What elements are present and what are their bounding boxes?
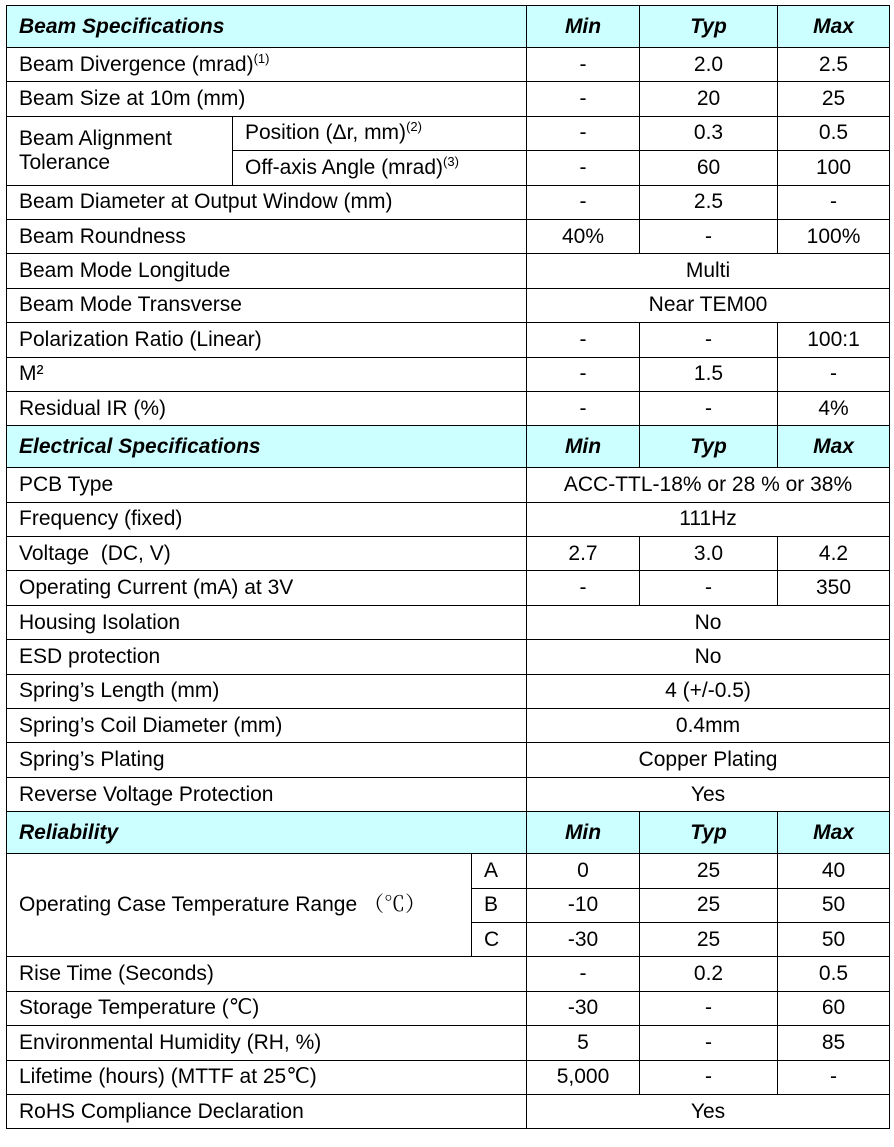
max-value: 0.5 — [778, 957, 890, 991]
row-label-text: Beam Divergence (mrad) — [19, 52, 254, 76]
min-value: 5 — [527, 1026, 640, 1060]
row-label — [7, 48, 527, 82]
min-value: 2.7 — [527, 537, 640, 571]
min-value: - — [527, 391, 640, 425]
typ-value: - — [640, 1060, 778, 1094]
merged-value: 111Hz — [527, 502, 890, 536]
table-row — [7, 288, 890, 322]
max-value: 60 — [778, 991, 890, 1025]
group-label: Beam Alignment Tolerance — [7, 116, 233, 185]
col-min-header: Min — [527, 6, 640, 48]
section-title: Electrical Specifications — [7, 426, 527, 468]
row-label: Beam Diameter at Output Window (mm) — [7, 185, 527, 219]
row-label: Voltage (DC, V) — [7, 537, 527, 571]
table-row — [7, 991, 890, 1025]
typ-value: 25 — [640, 922, 778, 956]
typ-value: - — [640, 391, 778, 425]
footnote-marker: (3) — [443, 153, 459, 169]
merged-value: ACC-TTL-18% or 28 % or 38% — [527, 468, 890, 502]
row-label-text: Off-axis Angle (mrad) — [245, 155, 444, 179]
typ-value: 20 — [640, 82, 778, 116]
typ-value: 2.0 — [640, 48, 778, 82]
table-row — [7, 219, 890, 253]
col-typ-header: Typ — [640, 426, 778, 468]
section-title: Reliability — [7, 812, 527, 854]
row-label: Spring’s Coil Diameter (mm) — [7, 709, 527, 743]
min-value: - — [527, 571, 640, 605]
typ-value: 0.3 — [640, 116, 778, 150]
min-value: - — [527, 323, 640, 357]
row-label: PCB Type — [7, 468, 527, 502]
min-value: 0 — [527, 854, 640, 888]
row-label: Environmental Humidity (RH, %) — [7, 1026, 527, 1060]
table-row — [7, 391, 890, 425]
col-typ-header: Typ — [640, 812, 778, 854]
table-row — [7, 743, 890, 777]
col-min-header: Min — [527, 812, 640, 854]
typ-value: 25 — [640, 854, 778, 888]
row-label: Beam Mode Transverse — [7, 288, 527, 322]
table-row — [7, 571, 890, 605]
max-value: 50 — [778, 888, 890, 922]
table-row — [7, 185, 890, 219]
table-row — [7, 709, 890, 743]
footnote-marker: (2) — [406, 119, 422, 135]
max-value: - — [778, 1060, 890, 1094]
max-value: 100:1 — [778, 323, 890, 357]
max-value: 4% — [778, 391, 890, 425]
merged-value: Yes — [527, 1094, 890, 1128]
col-max-header: Max — [778, 426, 890, 468]
row-label: Reverse Voltage Protection — [7, 777, 527, 811]
row-label: Beam Roundness — [7, 219, 527, 253]
max-value: 100 — [778, 151, 890, 185]
min-value: - — [527, 185, 640, 219]
max-value: 40 — [778, 854, 890, 888]
min-value: -30 — [527, 922, 640, 956]
min-value: - — [527, 48, 640, 82]
row-label-text: Position (Δr, mm) — [245, 121, 407, 145]
max-value: 100% — [778, 219, 890, 253]
row-label: Housing Isolation — [7, 605, 527, 639]
merged-value: No — [527, 640, 890, 674]
table-row — [7, 357, 890, 391]
row-label — [233, 151, 527, 185]
min-value: - — [527, 357, 640, 391]
row-label: Operating Current (mA) at 3V — [7, 571, 527, 605]
grade-label: C — [472, 922, 527, 956]
table-row — [7, 323, 890, 357]
typ-value: 25 — [640, 888, 778, 922]
grade-label: B — [472, 888, 527, 922]
section-title: Beam Specifications — [7, 6, 527, 48]
col-max-header: Max — [778, 6, 890, 48]
row-label: M² — [7, 357, 527, 391]
min-value: 5,000 — [527, 1060, 640, 1094]
row-label: Beam Size at 10m (mm) — [7, 82, 527, 116]
table-row — [7, 674, 890, 708]
row-label: Spring’s Plating — [7, 743, 527, 777]
section-header-beam — [7, 6, 890, 48]
min-value: - — [527, 116, 640, 150]
typ-value: 60 — [640, 151, 778, 185]
table-row — [7, 116, 890, 150]
table-row — [7, 605, 890, 639]
typ-value: 3.0 — [640, 537, 778, 571]
table-row — [7, 640, 890, 674]
table-row — [7, 1026, 890, 1060]
typ-value: - — [640, 219, 778, 253]
min-value: 40% — [527, 219, 640, 253]
row-label: Beam Mode Longitude — [7, 254, 527, 288]
row-label: Polarization Ratio (Linear) — [7, 323, 527, 357]
section-header-reliability — [7, 812, 890, 854]
max-value: 2.5 — [778, 48, 890, 82]
merged-value: Multi — [527, 254, 890, 288]
min-value: - — [527, 957, 640, 991]
min-value: - — [527, 151, 640, 185]
min-value: -30 — [527, 991, 640, 1025]
table-row — [7, 957, 890, 991]
merged-value: No — [527, 605, 890, 639]
typ-value: 1.5 — [640, 357, 778, 391]
col-max-header: Max — [778, 812, 890, 854]
specifications-table — [6, 5, 890, 1129]
row-label: ESD protection — [7, 640, 527, 674]
table-row — [7, 502, 890, 536]
merged-value: Near TEM00 — [527, 288, 890, 322]
max-value: 25 — [778, 82, 890, 116]
row-label — [233, 116, 527, 150]
table-row — [7, 537, 890, 571]
row-label: RoHS Compliance Declaration — [7, 1094, 527, 1128]
col-typ-header: Typ — [640, 6, 778, 48]
col-min-header: Min — [527, 426, 640, 468]
typ-value: - — [640, 991, 778, 1025]
max-value: 4.2 — [778, 537, 890, 571]
table-row — [7, 1094, 890, 1128]
merged-value: 0.4mm — [527, 709, 890, 743]
row-label: Rise Time (Seconds) — [7, 957, 527, 991]
max-value: 50 — [778, 922, 890, 956]
table-row — [7, 468, 890, 502]
typ-value: - — [640, 323, 778, 357]
max-value: - — [778, 185, 890, 219]
table-row — [7, 82, 890, 116]
min-value: -10 — [527, 888, 640, 922]
merged-value: Copper Plating — [527, 743, 890, 777]
max-value: 85 — [778, 1026, 890, 1060]
footnote-marker: (1) — [253, 50, 270, 66]
table-row — [7, 1060, 890, 1094]
typ-value: 0.2 — [640, 957, 778, 991]
temperature-range-label: Operating Case Temperature Range （℃） — [7, 854, 472, 957]
typ-value: - — [640, 571, 778, 605]
grade-label: A — [472, 854, 527, 888]
row-label: Lifetime (hours) (MTTF at 25℃) — [7, 1060, 527, 1094]
merged-value: Yes — [527, 777, 890, 811]
table-row — [7, 777, 890, 811]
min-value: - — [527, 82, 640, 116]
row-label: Residual IR (%) — [7, 391, 527, 425]
row-label: Frequency (fixed) — [7, 502, 527, 536]
max-value: 0.5 — [778, 116, 890, 150]
max-value: 350 — [778, 571, 890, 605]
section-header-electrical — [7, 426, 890, 468]
row-label: Storage Temperature (℃) — [7, 991, 527, 1025]
typ-value: 2.5 — [640, 185, 778, 219]
typ-value: - — [640, 1026, 778, 1060]
table-row — [7, 854, 890, 888]
table-row — [7, 48, 890, 82]
max-value: - — [778, 357, 890, 391]
merged-value: 4 (+/-0.5) — [527, 674, 890, 708]
table-row — [7, 254, 890, 288]
row-label: Spring’s Length (mm) — [7, 674, 527, 708]
